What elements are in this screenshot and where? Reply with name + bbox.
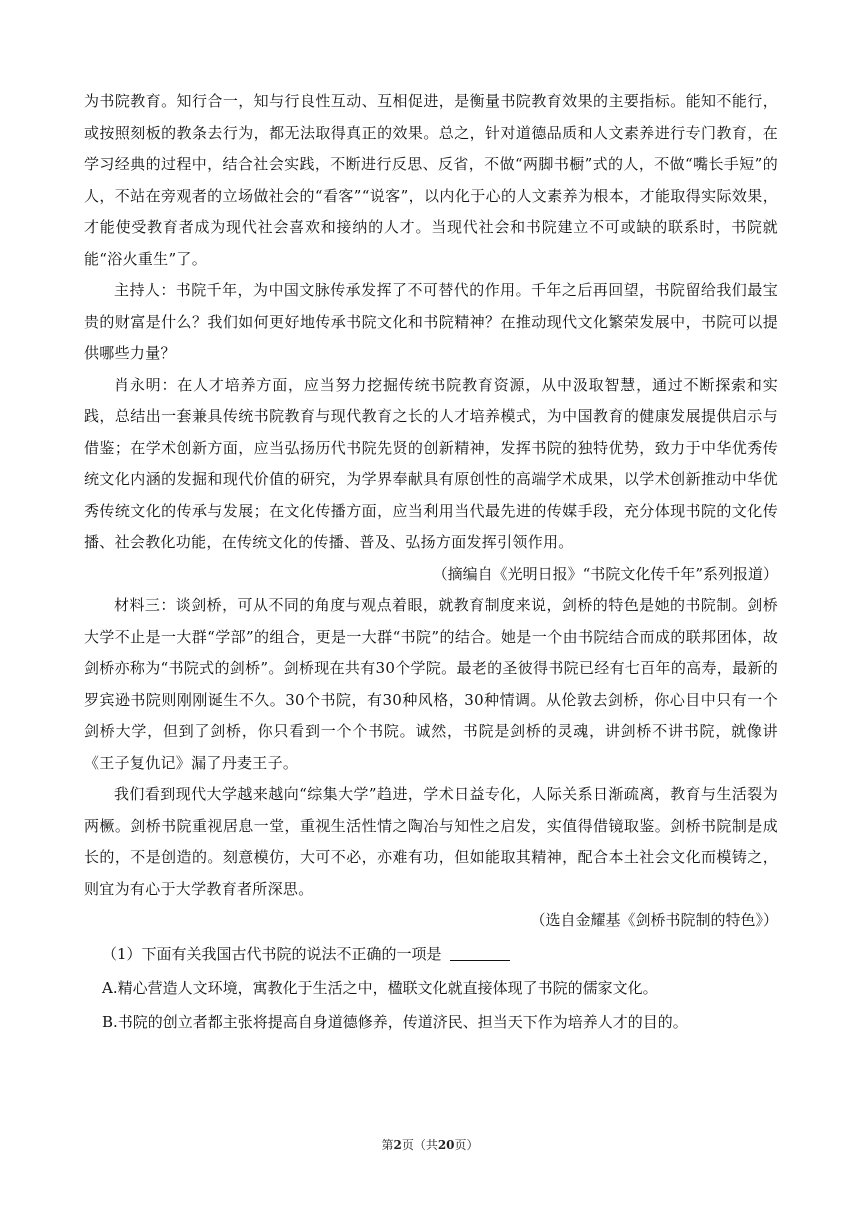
paragraph-material-three: 材料三：谈剑桥，可从不同的角度与观点着眼，就教育制度来说，剑桥的特色是她的书院制。剑桥大学不止是一大群“学部”的组合，更是一大群“书院”的结合。她是一个由书院结合而成的联邦团体，故剑桥亦称为“书院式的剑桥”。剑桥现在共有30个学院。最老的圣彼得书院已经有七百年的高寿，最新的罗宾逊书院则刚刚诞生不久。30个书院，有30种风格，30种情调。从伦敦去剑桥，你心目中只有一个剑桥大学，但到了剑桥，你只看到一个个书院。诚然，书院是剑桥的灵魂，讲剑桥不讲书院，就像讲《王子复仇记》漏了丹麦王子。 — [84, 596, 778, 772]
paragraph-continuation: 为书院教育。知行合一，知与行良性互动、互相促进，是衡量书院教育效果的主要指标。能知不能行，或按照刻板的教条去行为，都无法取得真正的效果。总之，针对道德品质和人文素养进行专门教育，在学习经典的过程中，结合社会实践，不断进行反思、反省，不做“两脚书橱”式的人，不做“嘴长手短”的人，不站在旁观者的立场做社会的“看客”“说客”，以内化于心的人文素养为根本，才能取得实际效果，才能使受教育者成为现代社会喜欢和接纳的人才。当现代社会和书院建立不可或缺的联系时，书院就能“浴火重生”了。 — [84, 92, 778, 268]
paragraph-host-question: 主持人：书院千年，为中国文脉传承发挥了不可替代的作用。千年之后再回望，书院留给我们最宝贵的财富是什么？我们如何更好地传承书院文化和书院精神？在推动现代文化繁荣发展中，书院可以提供哪些力量？ — [84, 281, 778, 362]
question-text: （1）下面有关我国古代书院的说法不正确的一项是 — [102, 944, 442, 963]
question-stem — [84, 937, 778, 971]
footer-prefix: 第 — [381, 1138, 394, 1152]
footer-middle: 页（共 — [401, 1138, 438, 1152]
source-citation-guangming: （摘编自《光明日报》“书院文化传千年”系列报道） — [432, 564, 778, 583]
footer-page-number: 2 — [393, 1138, 402, 1152]
reading-material — [84, 86, 778, 1039]
paragraph-xiao-yongming: 肖永明：在人才培养方面，应当努力挖掘传统书院教育资源，从中汲取智慧，通过不断探索和实践，总结出一套兼具传统书院教育与现代教育之长的人才培养模式，为中国教育的健康发展提供启示与借鉴；在学术创新方面，应当弘扬历代书院先贤的创新精神，发挥书院的独特优势，致力于中华优秀传统文化内涵的发掘和现代价值的研究，为学界奉献具有原创性的高端学术成果，以学术创新推动中华优秀传统文化的传承与发展；在文化传播方面，应当利用当代最先进的传媒手段，充分体现书院的文化传播、社会教化功能，在传统文化的传播、普及、弘扬方面发挥引领作用。 — [84, 375, 778, 551]
footer-suffix: 页） — [454, 1138, 479, 1152]
option-a: A.精心营造人文环境，寓教化于生活之中，楹联文化就直接体现了书院的儒家文化。 — [102, 978, 658, 997]
option-b: B.书院的创立者都主张将提高自身道德修养，传道济民、担当天下作为培养人才的目的。 — [102, 1012, 688, 1031]
answer-blank[interactable] — [450, 959, 510, 961]
paragraph-modern-university: 我们看到现代大学越来越向“综集大学”趋进，学术日益专化，人际关系日渐疏离，教育与生活裂为两橛。剑桥书院重视居息一堂，重视生活性情之陶冶与知性之启发，实值得借镜取鉴。剑桥书院制是成长的，不是创造的。刻意模仿，大可不必，亦难有功，但如能取其精神，配合本土社会文化而模铸之，则宜为有心于大学教育者所深思。 — [84, 785, 778, 898]
page-footer — [0, 1136, 860, 1153]
source-citation-jin-yaoji: （选自金耀基《剑桥书院制的特色》） — [530, 911, 778, 929]
footer-total-pages: 20 — [437, 1138, 455, 1152]
